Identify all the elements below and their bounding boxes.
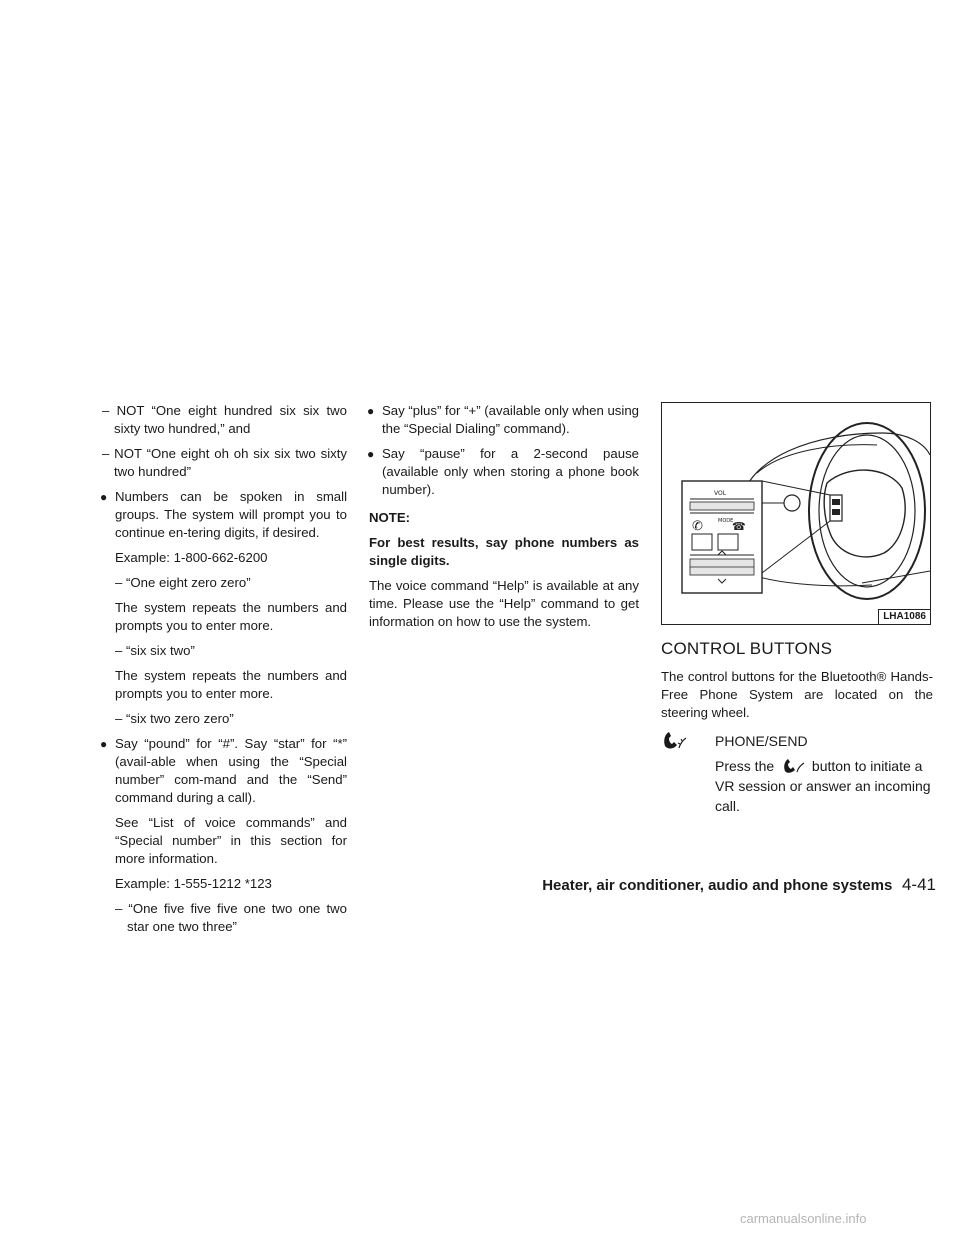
bullet-item <box>102 488 347 542</box>
bullet-text: Say “pause” for a 2-second pause (available only when storing a phone book number). <box>382 446 639 497</box>
spoken-phrase: – “One five five five one two one two star one two three” <box>115 901 347 934</box>
page-footer <box>516 876 936 895</box>
button-description <box>661 756 933 816</box>
bullet-icon: ● <box>367 404 375 418</box>
watermark: carmanualsonline.info <box>740 1211 867 1226</box>
middle-column <box>369 402 639 638</box>
vol-label: VOL <box>714 490 727 497</box>
bullet-icon: ● <box>100 737 108 751</box>
bullet-text: Say “plus” for “+” (available only when using the “Special Dialing” command). <box>382 403 639 436</box>
page-number: 4-41 <box>901 875 936 894</box>
desc-before: Press the <box>715 758 775 774</box>
spoken-phrase: – “six six two” <box>115 643 195 658</box>
dash-item: – NOT “One eight oh oh six six two sixty two hundred” <box>102 446 347 479</box>
system-response: The system repeats the numbers and prompts you to enter more. <box>115 600 347 633</box>
bullet-item <box>369 445 639 499</box>
note-label: NOTE: <box>369 510 411 525</box>
see-reference: See “List of voice commands” and “Special number” in this section for more information. <box>115 815 347 866</box>
phone-send-inline-icon <box>778 757 808 775</box>
phone-send-row <box>661 730 933 752</box>
steering-wheel-figure <box>661 402 931 625</box>
left-column <box>102 402 347 943</box>
system-response: The system repeats the numbers and prompts you to enter more. <box>115 668 347 701</box>
help-paragraph: The voice command “Help” is available at any time. Please use the “Help” command to get information on how to use the system. <box>369 578 639 629</box>
bullet-icon: ● <box>100 490 108 504</box>
right-column <box>661 402 933 816</box>
bullet-icon: ● <box>367 447 375 461</box>
note-text: For best results, say phone numbers as single digits. <box>369 535 639 568</box>
intro-paragraph: The control buttons for the Bluetooth® Hands-Free Phone System are located on the steering wheel. <box>661 669 933 720</box>
bullet-text: Numbers can be spoken in small groups. The system will prompt you to continue en-tering digits, if desired. <box>115 489 347 540</box>
svg-text:☎: ☎ <box>732 520 746 533</box>
bullet-item <box>369 402 639 438</box>
bullet-item <box>102 735 347 807</box>
phone-send-icon <box>661 730 689 757</box>
steering-wheel-illustration <box>662 403 932 626</box>
button-name: PHONE/SEND <box>715 733 808 749</box>
desc-after: button to initiate a VR session or answer an incoming call. <box>715 758 931 814</box>
spoken-phrase: – “One eight zero zero” <box>115 575 251 590</box>
dash-item: – NOT “One eight hundred six six two sixty two hundred,” and <box>102 403 347 436</box>
svg-text:✆: ✆ <box>692 519 703 534</box>
bullet-text: Say “pound” for “#”. Say “star” for “*” (avail-able when using the “Special number” com-mand and the “Send” command during a call). <box>115 736 347 805</box>
spoken-phrase: – “six two zero zero” <box>115 711 234 726</box>
mode-label: MODE <box>718 518 734 524</box>
example-text: Example: 1-555-1212 *123 <box>115 876 272 891</box>
section-heading: CONTROL BUTTONS <box>661 639 833 658</box>
section-title: Heater, air conditioner, audio and phone systems <box>542 877 893 894</box>
example-text: Example: 1-800-662-6200 <box>115 550 268 565</box>
figure-id: LHA1086 <box>878 609 930 624</box>
